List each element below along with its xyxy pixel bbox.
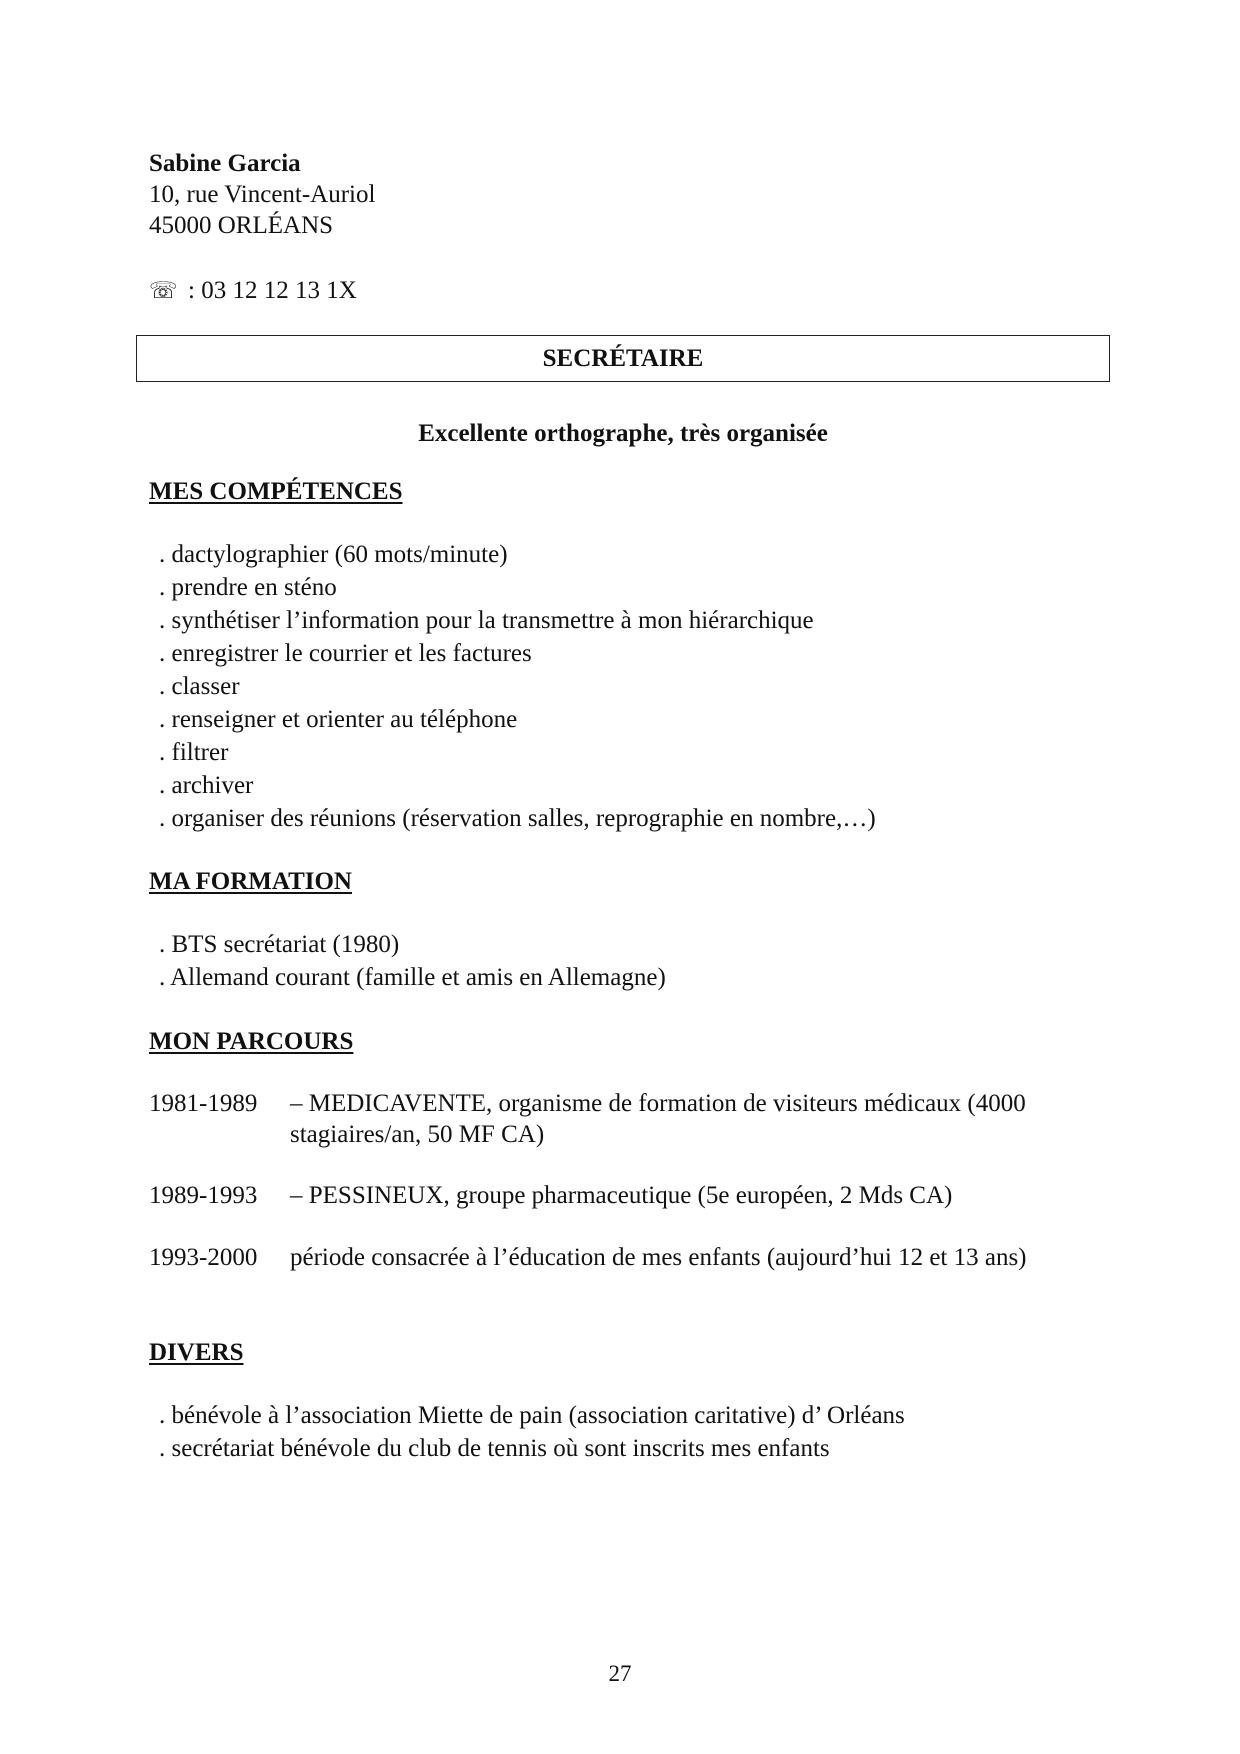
career-entry bbox=[149, 1242, 1069, 1273]
list-item: . secrétariat bénévole du club de tennis où sont inscrits mes enfants bbox=[159, 1435, 830, 1462]
contact-name: Sabine Garcia bbox=[149, 150, 301, 177]
contact-block bbox=[149, 148, 849, 241]
list-item: . synthétiser l’information pour la transmettre à mon hiérarchique bbox=[159, 607, 814, 634]
education-heading: MA FORMATION bbox=[149, 868, 352, 895]
career-description: période consacrée à l’éducation de mes enfants (aujourd’hui 12 et 13 ans) bbox=[290, 1244, 1027, 1271]
list-item: . renseigner et orienter au téléphone bbox=[159, 706, 518, 733]
list-item: . BTS secrétariat (1980) bbox=[159, 931, 400, 958]
career-entry bbox=[149, 1088, 1069, 1150]
job-title-box bbox=[136, 335, 1110, 382]
career-description: – PESSINEUX, groupe pharmaceutique (5e européen, 2 Mds CA) bbox=[290, 1182, 953, 1209]
tagline: Excellente orthographe, très organisée bbox=[418, 420, 828, 447]
career-description: – MEDICAVENTE, organisme de formation de visiteurs médicaux (4000 stagiaires/an, 50 MF CA) bbox=[290, 1090, 1026, 1148]
list-item: . filtrer bbox=[159, 739, 229, 766]
list-item: . Allemand courant (famille et amis en Allemagne) bbox=[159, 964, 666, 991]
skills-list bbox=[159, 538, 876, 835]
list-item: . dactylographier (60 mots/minute) bbox=[159, 541, 508, 568]
list-item: . archiver bbox=[159, 772, 254, 799]
career-entry bbox=[149, 1180, 1069, 1211]
career-years: 1989-1993 bbox=[149, 1182, 258, 1209]
contact-phone: : 03 12 12 13 1X bbox=[181, 277, 357, 304]
career-heading: MON PARCOURS bbox=[149, 1028, 354, 1055]
list-item: . bénévole à l’association Miette de pain (association caritative) d’ Orléans bbox=[159, 1402, 905, 1429]
list-item: . enregistrer le courrier et les factures bbox=[159, 640, 532, 667]
telephone-icon: ☏ bbox=[149, 278, 178, 304]
misc-heading: DIVERS bbox=[149, 1339, 244, 1366]
page-number: 27 bbox=[608, 1661, 632, 1686]
contact-street: 10, rue Vincent-Auriol bbox=[149, 181, 376, 208]
career-years: 1981-1989 bbox=[149, 1090, 258, 1117]
list-item: . classer bbox=[159, 673, 240, 700]
list-item: . organiser des réunions (réservation salles, reprographie en nombre,…) bbox=[159, 805, 876, 832]
skills-heading: MES COMPÉTENCES bbox=[149, 478, 403, 505]
contact-city: 45000 ORLÉANS bbox=[149, 212, 334, 239]
misc-list bbox=[159, 1399, 905, 1465]
contact-phone-row bbox=[149, 275, 357, 307]
job-title: SECRÉTAIRE bbox=[542, 345, 704, 372]
list-item: . prendre en sténo bbox=[159, 574, 337, 601]
education-list bbox=[159, 928, 666, 994]
career-years: 1993-2000 bbox=[149, 1244, 258, 1271]
